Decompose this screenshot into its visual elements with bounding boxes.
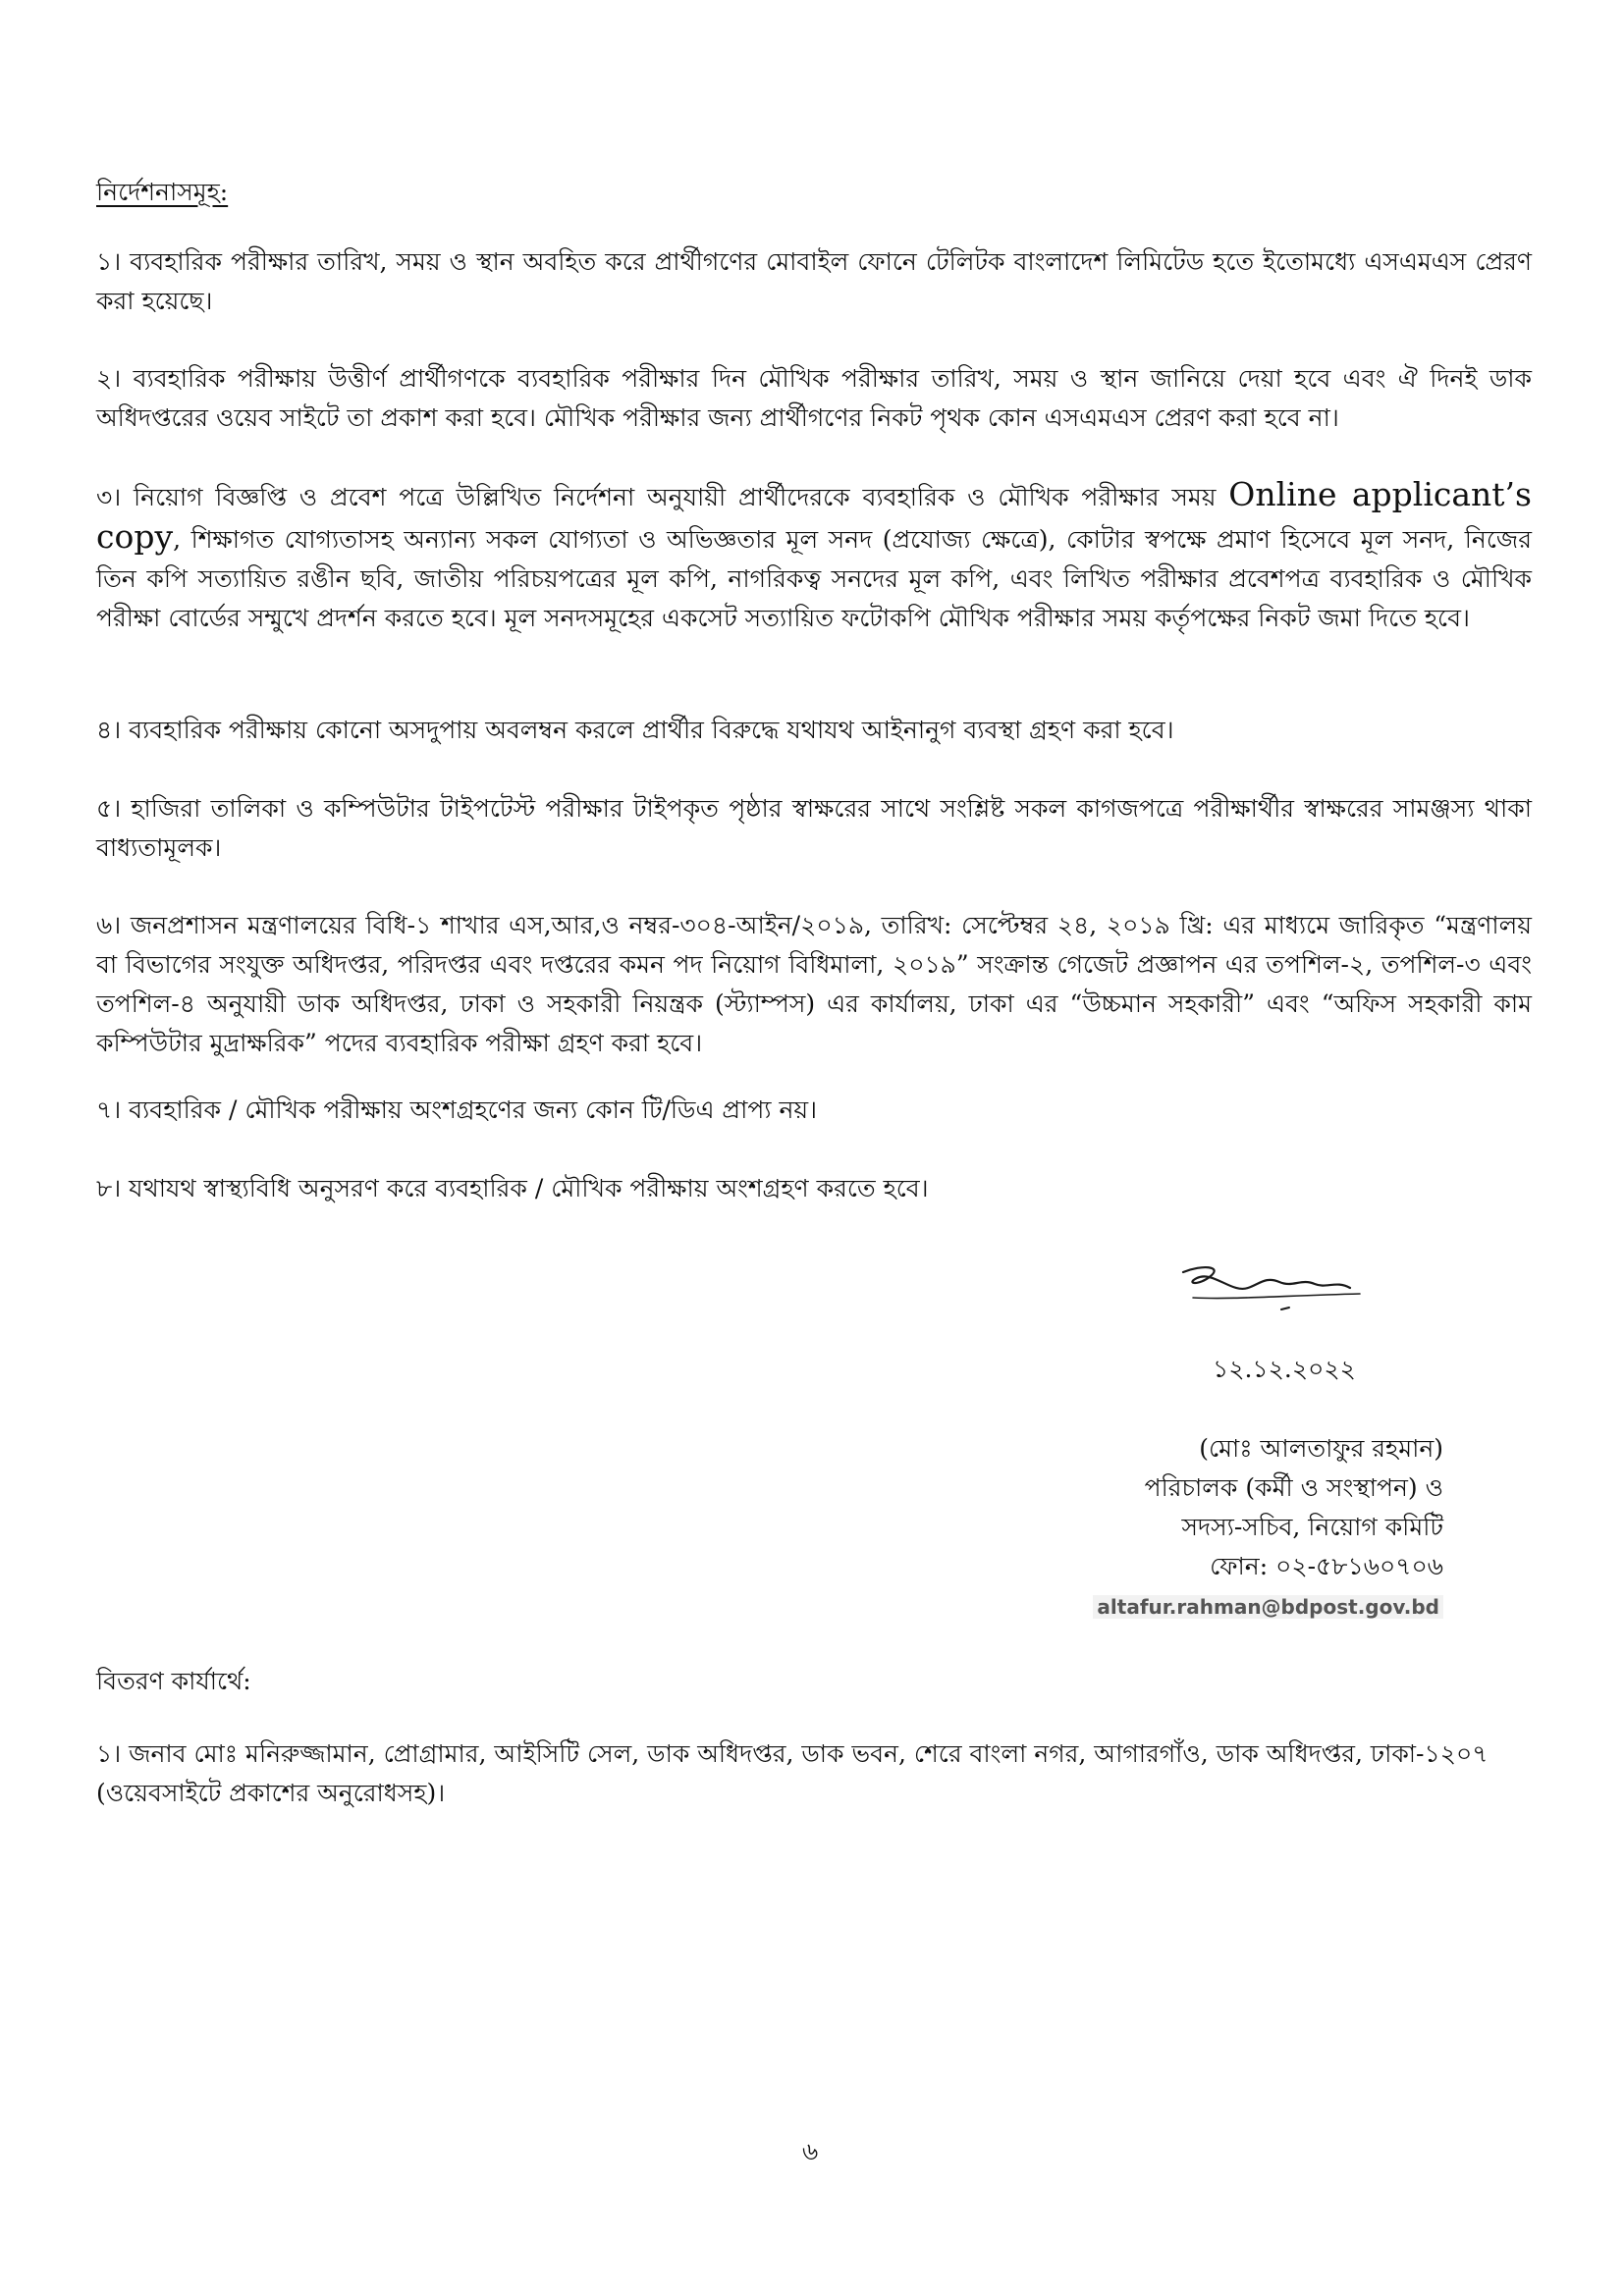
signature-image — [1164, 1255, 1370, 1325]
signatory-email: altafur.rahman@bdpost.gov.bd — [1093, 1595, 1443, 1619]
handwritten-signature — [1164, 1255, 1370, 1325]
instruction-2: ২। ব্যবহারিক পরীক্ষায় উত্তীর্ণ প্রার্থীগণকে ব্যবহারিক পরীক্ষার দিন মৌখিক পরীক্ষার তারিখ, সময় ও স্থান জানিয়ে দেয়া হবে এবং ঐ দিনই ডাক অধিদপ্তরের ওয়েব সাইটে তা প্রকাশ করা হবে। মৌখিক পরীক্ষার জন্য প্রার্থীগণের নিকট পৃথক কোন এসএমএস প্রেরণ করা হবে না। — [96, 364, 1532, 432]
distribution-item: ১। জনাব মোঃ মনিরুজ্জামান, প্রোগ্রামার, আইসিটি সেল, ডাক অধিদপ্তর, ডাক ভবন, শেরে বাংলা নগর, আগারগাঁও, ডাক অধিদপ্তর, ঢাকা-১২০৭ (ওয়েবসাইটে প্রকাশের অনুরোধসহ)। — [96, 1739, 1489, 1807]
signatory-name: (মোঃ আলতাফুর রহমান) — [1199, 1434, 1443, 1463]
instructions-heading: নির্দেশনাসমূহ: — [96, 178, 229, 206]
signatory-block — [1060, 1429, 1443, 1627]
signatory-phone: ফোন: ০২-৫৮১৬০৭০৬ — [1210, 1552, 1443, 1580]
instruction-4: ৪। ব্যবহারিক পরীক্ষায় কোনো অসদুপায় অবলম্বন করলে প্রার্থীর বিরুদ্ধে যথাযথ আইনানুগ ব্যবস্থা গ্রহণ করা হবে। — [96, 716, 1174, 744]
instruction-7: ৭। ব্যবহারিক / মৌখিক পরীক্ষায় অংশগ্রহণের জন্য কোন টি/ডিএ প্রাপ্য নয়। — [96, 1095, 818, 1124]
instruction-5: ৫। হাজিরা তালিকা ও কম্পিউটার টাইপটেস্ট পরীক্ষার টাইপকৃত পৃষ্ঠার স্বাক্ষরের সাথে সংশ্লিষ্ট সকল কাগজপত্রে পরীক্ষার্থীর স্বাক্ষরের সামঞ্জস্য থাকা বাধ্যতামূলক। — [96, 794, 1532, 862]
instruction-6: ৬। জনপ্রশাসন মন্ত্রণালয়ের বিধি-১ শাখার এস,আর,ও নম্বর-৩০৪-আইন/২০১৯, তারিখ: সেপ্টেম্বর ২৪, ২০১৯ খ্রি: এর মাধ্যমে জারিকৃত “মন্ত্রণালয় বা বিভাগের সংযুক্ত অধিদপ্তর, পরিদপ্তর এবং দপ্তরের কমন পদ নিয়োগ বিধিমালা, ২০১৯” সংক্রান্ত গেজেট প্রজ্ঞাপন এর তপশিল-২, তপশিল-৩ এবং তপশিল-৪ অনুযায়ী ডাক অধিদপ্তর, ঢাকা ও সহকারী নিয়ন্ত্রক (স্ট্যাম্পস) এর কার্যালয়, ঢাকা এর “উচ্চমান সহকারী” এবং “অফিস সহকারী কাম কম্পিউটার মুদ্রাক্ষরিক” পদের ব্যবহারিক পরীক্ষা গ্রহণ করা হবে। — [96, 911, 1532, 1057]
signature-date: ১২.১২.২০২২ — [1213, 1355, 1356, 1383]
signatory-committee-role: সদস্য-সচিব, নিয়োগ কমিটি — [1181, 1513, 1443, 1541]
distribution-heading: বিতরণ কার্যার্থে: — [96, 1667, 251, 1695]
signatory-designation: পরিচালক (কর্মী ও সংস্থাপন) ও — [1144, 1473, 1443, 1502]
instruction-8: ৮। যথাযথ স্বাস্থ্যবিধি অনুসরণ করে ব্যবহারিক / মৌখিক পরীক্ষায় অংশগ্রহণ করতে হবে। — [96, 1174, 929, 1202]
page-number: ৬ — [802, 2137, 819, 2165]
instruction-1: ১। ব্যবহারিক পরীক্ষার তারিখ, সময় ও স্থান অবহিত করে প্রার্থীগণের মোবাইল ফোনে টেলিটক বাংলাদেশ লিমিটেড হতে ইতোমধ্যে এসএমএস প্রেরণ করা হয়েছে। — [96, 247, 1532, 315]
online-applicant-copy-text: Online applicant’s copy — [96, 475, 1532, 556]
instruction-3-text-end: , শিক্ষাগত যোগ্যতাসহ অন্যান্য সকল যোগ্যতা ও অভিজ্ঞতার মূল সনদ (প্রযোজ্য ক্ষেত্রে), কোটার স্বপক্ষে প্রমাণ হিসেবে মূল সনদ, নিজের তিন কপি সত্যায়িত রঙীন ছবি, জাতীয় পরিচয়পত্রের মূল কপি, নাগরিকত্ব সনদের মূল কপি, এবং লিখিত পরীক্ষার প্রবেশপত্র ব্যবহারিক ও মৌখিক পরীক্ষা বোর্ডের সম্মুখে প্রদর্শন করতে হবে। মূল সনদসমূহের একসেট সত্যায়িত ফটোকপি মৌখিক পরীক্ষার সময় কর্তৃপক্ষের নিকট জমা দিতে হবে। — [96, 525, 1533, 632]
instruction-3 — [96, 475, 1532, 638]
instruction-3-text-start: ৩। নিয়োগ বিজ্ঞপ্তি ও প্রবেশ পত্রে উল্লিখিত নির্দেশনা অনুযায়ী প্রার্থীদেরকে ব্যবহারিক ও মৌখিক পরীক্ষার সময় — [96, 483, 1229, 511]
